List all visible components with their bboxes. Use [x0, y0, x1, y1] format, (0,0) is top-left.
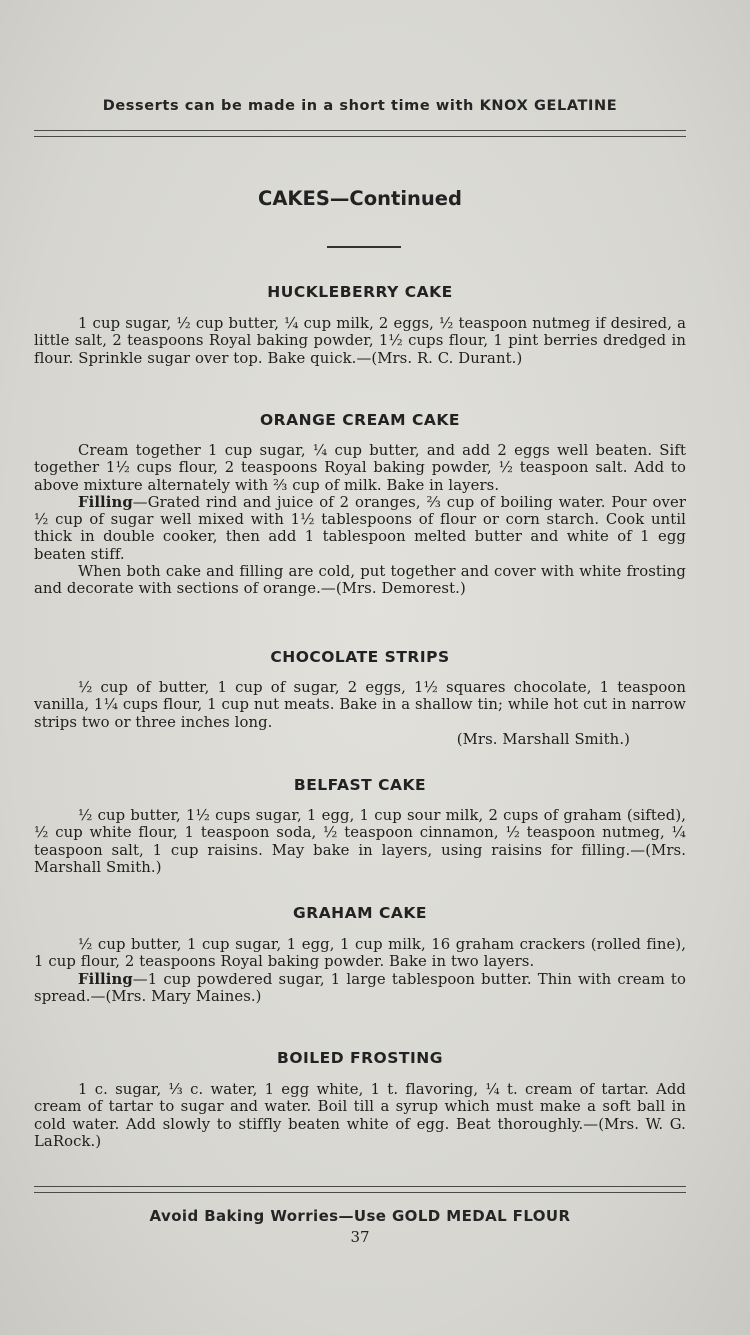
recipe-title-belfast-cake: BELFAST CAKE: [293, 776, 427, 794]
recipe-paragraph: 1 c. sugar, ⅓ c. water, 1 egg white, 1 t. flavoring, ¼ t. cream of tartar. Add cream of tartar to sugar and water. Boil till a syrup which must make a soft ball in cold water. Add slowly to stiffly beaten white of egg. Beat thoroughly.—(Mrs. W. G. LaRock.): [34, 1081, 686, 1150]
recipe-body-orange-cream-cake: [34, 442, 686, 598]
recipe-title-orange-cream-cake: ORANGE CREAM CAKE: [260, 411, 460, 429]
recipe-paragraph: Cream together 1 cup sugar, ¼ cup butter, and add 2 eggs well beaten. Sift together 1½ cups flour, 2 teaspoons Royal baking powder, ½ teaspoon salt. Add to above mixture alternately with ⅔ cup of milk. Bake in layers.: [34, 442, 686, 494]
filling-label: Filling: [78, 970, 133, 988]
title-divider: [327, 246, 401, 248]
recipe-body-huckleberry-cake: [34, 315, 686, 367]
header-double-rule: [34, 130, 686, 137]
filling-paragraph: [34, 494, 686, 563]
recipe-paragraph: ½ cup butter, 1 cup sugar, 1 egg, 1 cup milk, 16 graham crackers (rolled fine), 1 cup flour, 2 teaspoons Royal baking powder. Bake in two layers.: [34, 936, 686, 971]
recipe-body-boiled-frosting: [34, 1081, 686, 1150]
recipe-title-huckleberry-cake: HUCKLEBERRY CAKE: [267, 283, 453, 301]
page-number: 37: [350, 1228, 370, 1246]
recipe-attribution: (Mrs. Marshall Smith.): [456, 730, 630, 748]
recipe-title-graham-cake: GRAHAM CAKE: [293, 904, 427, 922]
filling-paragraph: [34, 971, 686, 1006]
filling-text: —Grated rind and juice of 2 oranges, ⅔ cup of boiling water. Pour over ½ cup of sugar well mixed with 1½ tablespoons of flour or corn starch. Cook until thick in double cooker, then add 1 tablespoon melted butter and white of 1 egg beaten stiff.: [34, 493, 686, 563]
recipe-body-belfast-cake: [34, 807, 686, 876]
recipe-closing: When both cake and filling are cold, put together and cover with white frosting and decorate with sections of orange.—(Mrs. Demorest.): [34, 563, 686, 598]
recipe-paragraph: 1 cup sugar, ½ cup butter, ¼ cup milk, 2 eggs, ½ teaspoon nutmeg if desired, a little salt, 2 teaspoons Royal baking powder, 1½ cups flour, 1 pint berries dredged in flour. Sprinkle sugar over top. Bake quick.—(Mrs. R. C. Durant.): [34, 315, 686, 367]
page-title: CAKES—Continued: [258, 187, 462, 210]
footer-double-rule: [34, 1186, 686, 1193]
page-footer: Avoid Baking Worries—Use GOLD MEDAL FLOUR: [149, 1207, 571, 1225]
recipe-paragraph: ½ cup of butter, 1 cup of sugar, 2 eggs, 1½ squares chocolate, 1 teaspoon vanilla, 1¼ cups flour, 1 cup nut meats. Bake in a shallow tin; while hot cut in narrow strips two or three inches long.: [34, 679, 686, 731]
recipe-paragraph: ½ cup butter, 1½ cups sugar, 1 egg, 1 cup sour milk, 2 cups of graham (sifted), ½ cup white flour, 1 teaspoon soda, ½ teaspoon cinnamon, ½ teaspoon nutmeg, ¼ teaspoon salt, 1 cup raisins. May bake in layers, using raisins for filling.—(Mrs. Marshall Smith.): [34, 807, 686, 876]
filling-text: —1 cup powdered sugar, 1 large tablespoon butter. Thin with cream to spread.—(Mrs. Mary Maines.): [34, 970, 686, 1005]
page-header: Desserts can be made in a short time with KNOX GELATINE: [102, 98, 618, 114]
filling-label: Filling: [78, 493, 133, 511]
recipe-body-graham-cake: [34, 936, 686, 1005]
recipe-title-chocolate-strips: CHOCOLATE STRIPS: [270, 648, 450, 666]
recipe-body-chocolate-strips: [34, 679, 686, 748]
recipe-title-boiled-frosting: BOILED FROSTING: [277, 1049, 443, 1067]
